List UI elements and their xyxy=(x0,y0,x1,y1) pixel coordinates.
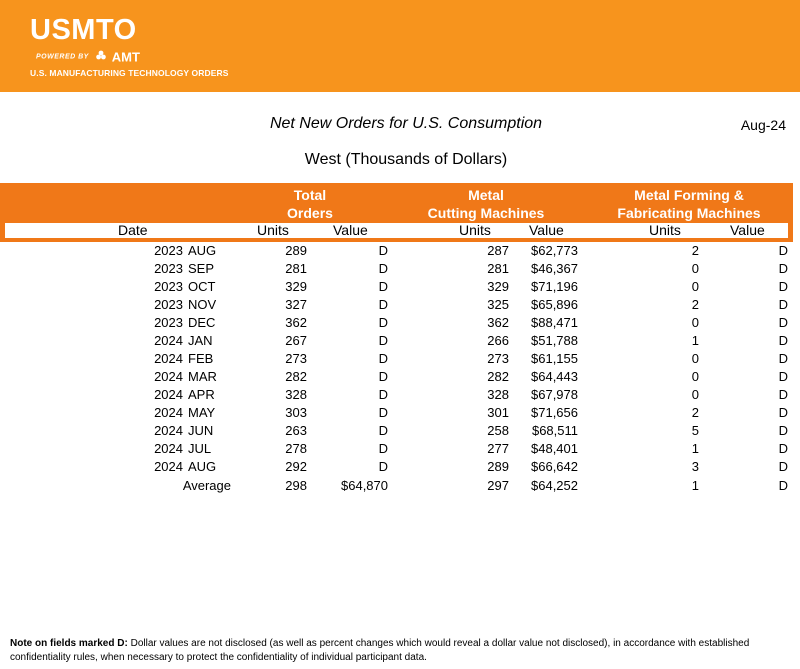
row-total-units: 328 xyxy=(285,387,307,402)
row-cutting-value: $64,443 xyxy=(531,369,578,384)
row-month: FEB xyxy=(188,351,214,366)
row-forming-units: 2 xyxy=(691,243,699,258)
row-month: AUG xyxy=(188,243,217,258)
row-year: 2024 xyxy=(154,369,183,384)
table-row xyxy=(0,368,800,386)
logo-subtitle: U.S. MANUFACTURING TECHNOLOGY ORDERS xyxy=(30,68,229,78)
row-month: SEP xyxy=(188,261,215,276)
table-row xyxy=(0,260,800,278)
table-row xyxy=(0,440,800,458)
row-forming-units: 2 xyxy=(691,405,699,420)
row-forming-value: D xyxy=(778,423,788,438)
column-header-date: Date xyxy=(118,222,148,238)
row-total-units: 281 xyxy=(285,261,307,276)
row-total-value: D xyxy=(378,279,388,294)
row-year: 2024 xyxy=(154,423,183,438)
row-forming-units: 2 xyxy=(691,297,699,312)
row-cutting-units: 329 xyxy=(487,279,509,294)
report-title: Net New Orders for U.S. Consumption xyxy=(269,115,543,132)
row-cutting-units: 289 xyxy=(487,459,509,474)
group-header-cutting-line2: Cutting Machines xyxy=(427,205,545,221)
row-month: JAN xyxy=(188,333,213,348)
amt-leaf-icon xyxy=(96,48,106,66)
table-row xyxy=(0,242,800,260)
average-forming-units: 1 xyxy=(691,478,699,493)
row-cutting-value: $68,511 xyxy=(531,423,578,438)
column-header-cutting-units: Units xyxy=(459,222,491,238)
row-cutting-value: $71,656 xyxy=(531,405,578,420)
row-cutting-units: 362 xyxy=(487,315,509,330)
row-month: AUG xyxy=(188,459,217,474)
row-cutting-value: $62,773 xyxy=(531,243,578,258)
row-cutting-value: $65,896 xyxy=(531,297,578,312)
column-header-total-units: Units xyxy=(257,222,289,238)
group-header-total-line1: Total xyxy=(293,187,327,203)
row-forming-value: D xyxy=(778,297,788,312)
average-cutting-value: $64,252 xyxy=(531,478,578,493)
row-month: NOV xyxy=(188,297,217,312)
row-month: OCT xyxy=(188,279,216,294)
row-month: APR xyxy=(188,387,215,402)
row-year: 2024 xyxy=(154,351,183,366)
row-forming-value: D xyxy=(778,441,788,456)
row-total-value: D xyxy=(378,369,388,384)
group-header-forming-line2: Fabricating Machines xyxy=(617,205,761,221)
group-header-metal-cutting xyxy=(420,186,552,222)
row-cutting-units: 281 xyxy=(487,261,509,276)
table-row xyxy=(0,386,800,404)
column-header-cutting-value: Value xyxy=(529,222,564,238)
row-forming-value: D xyxy=(778,369,788,384)
row-total-value: D xyxy=(378,243,388,258)
row-total-value: D xyxy=(378,333,388,348)
row-forming-value: D xyxy=(778,243,788,258)
row-cutting-value: $48,401 xyxy=(531,441,578,456)
logo-powered-label: POWERED BY xyxy=(36,53,89,61)
row-total-value: D xyxy=(378,351,388,366)
average-total-units: 298 xyxy=(285,478,307,493)
table-row xyxy=(0,314,800,332)
row-forming-value: D xyxy=(778,279,788,294)
average-total-value: $64,870 xyxy=(341,478,388,493)
row-cutting-value: $61,155 xyxy=(531,351,578,366)
row-total-value: D xyxy=(378,423,388,438)
row-month: MAY xyxy=(188,405,216,420)
row-total-units: 292 xyxy=(285,459,307,474)
table-row-average xyxy=(0,477,800,495)
row-cutting-units: 325 xyxy=(487,297,509,312)
row-total-value: D xyxy=(378,297,388,312)
row-forming-units: 0 xyxy=(691,387,699,402)
row-forming-value: D xyxy=(778,351,788,366)
row-forming-units: 3 xyxy=(691,459,699,474)
row-total-units: 263 xyxy=(285,423,307,438)
row-year: 2024 xyxy=(154,387,183,402)
row-forming-value: D xyxy=(778,405,788,420)
row-total-units: 278 xyxy=(285,441,307,456)
row-cutting-value: $51,788 xyxy=(531,333,578,348)
row-year: 2023 xyxy=(154,279,183,294)
column-header-forming-value: Value xyxy=(730,222,765,238)
row-forming-units: 5 xyxy=(691,423,699,438)
group-header-metal-forming xyxy=(606,186,772,222)
row-cutting-value: $88,471 xyxy=(531,315,578,330)
row-total-value: D xyxy=(378,261,388,276)
row-forming-units: 0 xyxy=(691,351,699,366)
table-row xyxy=(0,404,800,422)
row-forming-value: D xyxy=(778,315,788,330)
row-year: 2023 xyxy=(154,243,183,258)
row-forming-units: 0 xyxy=(691,279,699,294)
usmto-logo xyxy=(30,14,229,78)
row-total-units: 329 xyxy=(285,279,307,294)
row-cutting-units: 301 xyxy=(487,405,509,420)
logo-amt: AMT xyxy=(111,49,140,65)
row-forming-units: 1 xyxy=(691,333,699,348)
row-year: 2024 xyxy=(154,333,183,348)
row-total-units: 282 xyxy=(285,369,307,384)
table-row xyxy=(0,278,800,296)
row-cutting-units: 266 xyxy=(487,333,509,348)
row-year: 2024 xyxy=(154,441,183,456)
row-cutting-value: $66,642 xyxy=(531,459,578,474)
row-cutting-value: $71,196 xyxy=(531,279,578,294)
row-cutting-units: 277 xyxy=(487,441,509,456)
table-row xyxy=(0,332,800,350)
row-cutting-units: 287 xyxy=(487,243,509,258)
row-cutting-value: $67,978 xyxy=(531,387,578,402)
row-forming-value: D xyxy=(778,261,788,276)
average-cutting-units: 297 xyxy=(487,478,509,493)
row-forming-units: 1 xyxy=(691,441,699,456)
logo-wordmark: USMTO xyxy=(30,14,137,46)
row-cutting-value: $46,367 xyxy=(531,261,578,276)
group-header-cutting-line1: Metal xyxy=(468,187,504,203)
table-row xyxy=(0,422,800,440)
row-total-units: 362 xyxy=(285,315,307,330)
row-month: DEC xyxy=(188,315,216,330)
row-year: 2023 xyxy=(154,315,183,330)
row-total-units: 303 xyxy=(285,405,307,420)
row-year: 2024 xyxy=(154,405,183,420)
header-band xyxy=(0,0,800,92)
row-year: 2023 xyxy=(154,297,183,312)
row-month: JUN xyxy=(188,423,214,438)
row-forming-units: 0 xyxy=(691,315,699,330)
row-year: 2024 xyxy=(154,459,183,474)
table-row xyxy=(0,458,800,476)
row-forming-value: D xyxy=(778,459,788,474)
row-total-value: D xyxy=(378,441,388,456)
row-cutting-units: 258 xyxy=(487,423,509,438)
group-header-forming-line1: Metal Forming & xyxy=(634,187,744,203)
table-row xyxy=(0,296,800,314)
row-forming-value: D xyxy=(778,333,788,348)
group-header-total xyxy=(270,186,350,222)
note-text: Dollar values are not disclosed (as well as percent changes which would reveal a dollar value not disclosed), in accordance with established confidentiality rules, when necessary to protect the confidentiality of individual participant data. xyxy=(10,638,750,663)
row-total-units: 273 xyxy=(285,351,307,366)
column-header-total-value: Value xyxy=(333,222,368,238)
logo-powered-by xyxy=(36,48,140,66)
row-total-value: D xyxy=(378,387,388,402)
table-row xyxy=(0,350,800,368)
row-year: 2023 xyxy=(154,261,183,276)
row-cutting-units: 282 xyxy=(487,369,509,384)
row-forming-value: D xyxy=(778,387,788,402)
note-label: Note on fields marked D: xyxy=(10,638,128,649)
row-cutting-units: 328 xyxy=(487,387,509,402)
report-date: Aug-24 xyxy=(740,117,786,133)
group-header-total-line2: Orders xyxy=(287,205,333,221)
row-forming-units: 0 xyxy=(691,261,699,276)
column-header-forming-units: Units xyxy=(649,222,681,238)
row-total-units: 289 xyxy=(285,243,307,258)
row-total-value: D xyxy=(378,459,388,474)
row-month: JUL xyxy=(188,441,212,456)
row-total-units: 267 xyxy=(285,333,307,348)
average-label: Average xyxy=(182,478,231,493)
row-cutting-units: 273 xyxy=(487,351,509,366)
row-month: MAR xyxy=(188,369,217,384)
row-total-units: 327 xyxy=(285,297,307,312)
row-forming-units: 0 xyxy=(691,369,699,384)
report-subtitle: West (Thousands of Dollars) xyxy=(304,151,508,168)
row-total-value: D xyxy=(378,315,388,330)
row-total-value: D xyxy=(378,405,388,420)
average-forming-value: D xyxy=(778,478,788,493)
confidentiality-note xyxy=(10,637,790,665)
